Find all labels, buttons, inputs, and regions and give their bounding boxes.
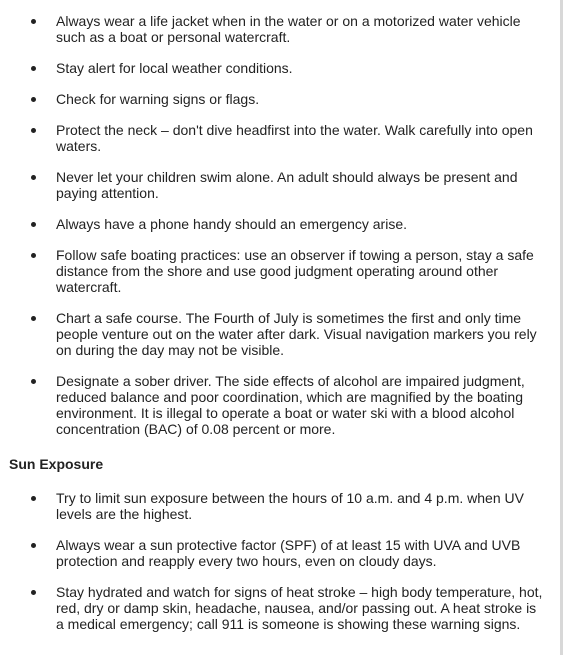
bullet-icon	[31, 128, 36, 133]
list-item	[0, 216, 560, 232]
list-item-text: Always wear a life jacket when in the water or on a motorized water vehicle such as a boat or personal watercraft.	[56, 13, 521, 45]
list-item-text: Follow safe boating practices: use an observer if towing a person, stay a safe distance from the shore and use good judgment operating around other watercraft.	[56, 247, 534, 295]
bullet-icon	[31, 175, 36, 180]
section-heading-sun-exposure: Sun Exposure	[9, 456, 104, 472]
bullet-icon	[31, 66, 36, 71]
list-item-text: Designate a sober driver. The side effects of alcohol are impaired judgment, reduced balance and poor coordination, which are magnified by the boating environment. It is illegal to operate a boat or water ski with a blood alcohol concentration (BAC) of 0.08 percent or more.	[56, 373, 525, 437]
list-item	[0, 537, 560, 569]
bullet-icon	[31, 19, 36, 24]
list-item	[0, 122, 560, 154]
bullet-icon	[31, 316, 36, 321]
bullet-icon	[31, 379, 36, 384]
list-item-text: Always have a phone handy should an emergency arise.	[56, 216, 407, 232]
list-item	[0, 60, 560, 76]
list-item	[0, 310, 560, 358]
bullet-icon	[31, 222, 36, 227]
list-item-text: Always wear a sun protective factor (SPF) of at least 15 with UVA and UVB protection and reapply every two hours, even on cloudy days.	[56, 537, 521, 569]
sun-exposure-list	[0, 490, 560, 647]
list-item	[0, 13, 560, 45]
bullet-icon	[31, 496, 36, 501]
list-item	[0, 373, 560, 437]
list-item-text: Try to limit sun exposure between the hours of 10 a.m. and 4 p.m. when UV levels are the highest.	[56, 490, 524, 522]
bullet-icon	[31, 543, 36, 548]
list-item-text: Stay hydrated and watch for signs of heat stroke – high body temperature, hot, red, dry or damp skin, headache, nausea, and/or passing out. A heat stroke is a medical emergency; call 911 is someone is showing these warning signs.	[56, 584, 543, 632]
water-safety-list	[0, 13, 560, 452]
list-item-text: Protect the neck – don't dive headfirst into the water. Walk carefully into open waters.	[56, 122, 533, 154]
list-item-text: Chart a safe course. The Fourth of July is sometimes the first and only time people venture out on the water after dark. Visual navigation markers you rely on during the day may not be visible.	[56, 310, 537, 358]
list-item-text: Check for warning signs or flags.	[56, 91, 260, 107]
bullet-icon	[31, 97, 36, 102]
list-item	[0, 584, 560, 632]
list-item-text: Stay alert for local weather conditions.	[56, 60, 293, 76]
bullet-icon	[31, 253, 36, 258]
list-item-text: Never let your children swim alone. An adult should always be present and paying attention.	[56, 169, 518, 201]
list-item	[0, 91, 560, 107]
list-item	[0, 247, 560, 295]
list-item	[0, 169, 560, 201]
list-item	[0, 490, 560, 522]
bullet-icon	[31, 590, 36, 595]
